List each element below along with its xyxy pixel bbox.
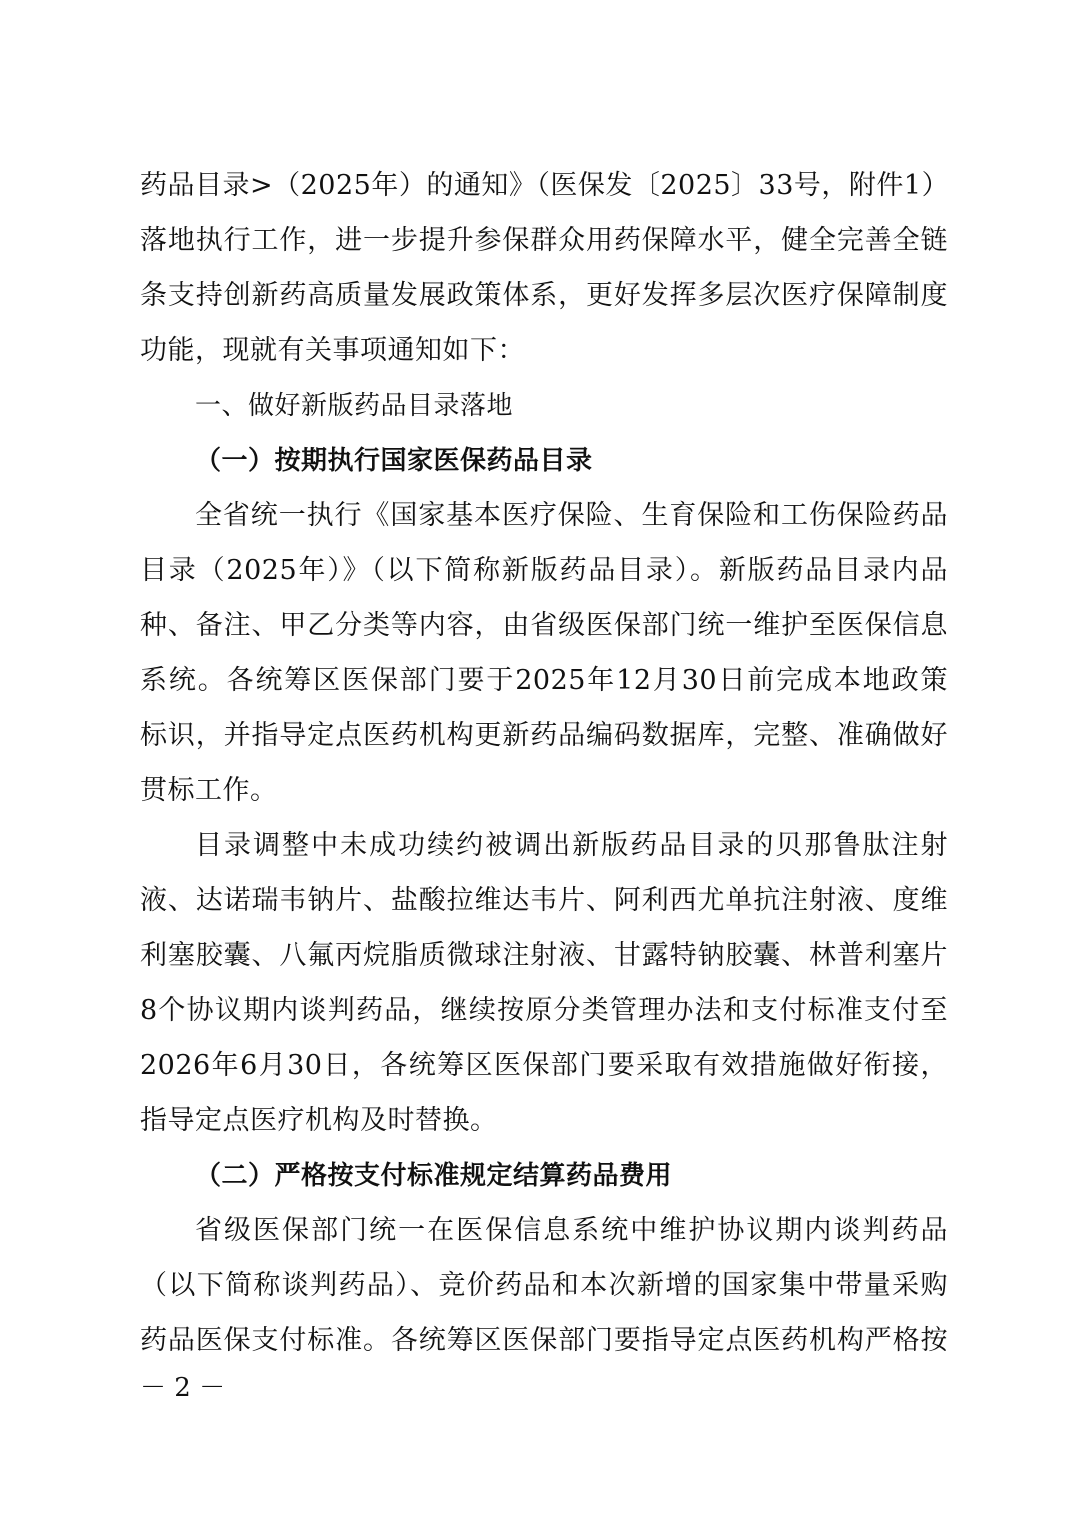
paragraph-2-line-4: 8个协议期内谈判药品，继续按原分类管理办法和支付标准支付至 (140, 995, 948, 1026)
paragraph-1-line-3: 种、备注、甲乙分类等内容，由省级医保部门统一维护至医保信息 (140, 610, 948, 641)
paragraph-2-line-6: 指导定点医疗机构及时替换。 (140, 1105, 498, 1136)
paragraph-2-line-5: 2026年6月30日，各统筹区医保部门要采取有效措施做好衔接， (140, 1050, 948, 1081)
subsection-heading-1: （一）按期执行国家医保药品目录 (195, 446, 593, 476)
paragraph-1-line-6: 贯标工作。 (140, 775, 278, 806)
paragraph-3-line-3: 药品医保支付标准。各统筹区医保部门要指导定点医药机构严格按 (140, 1325, 948, 1356)
subsection-heading-2: （二）严格按支付标准规定结算药品费用 (195, 1161, 673, 1191)
paragraph-2-line-1: 目录调整中未成功续约被调出新版药品目录的贝那鲁肽注射 (195, 830, 948, 861)
page-number: － 2 － (140, 1373, 226, 1403)
section-heading-1: 一、做好新版药品目录落地 (195, 391, 514, 421)
paragraph-0-line-2: 落地执行工作，进一步提升参保群众用药保障水平，健全完善全链 (140, 225, 948, 256)
paragraph-3-line-2: （以下简称谈判药品）、竞价药品和本次新增的国家集中带量采购 (140, 1270, 948, 1301)
paragraph-1-line-1: 全省统一执行《国家基本医疗保险、生育保险和工伤保险药品 (195, 500, 948, 531)
paragraph-0-line-3: 条支持创新药高质量发展政策体系，更好发挥多层次医疗保障制度 (140, 280, 948, 311)
paragraph-1-line-5: 标识，并指导定点医药机构更新药品编码数据库，完整、准确做好 (140, 720, 948, 751)
paragraph-1-line-2: 目录（2025年）》（以下简称新版药品目录）。新版药品目录内品 (140, 555, 948, 586)
paragraph-2-line-3: 利塞胶囊、八氟丙烷脂质微球注射液、甘露特钠胶囊、林普利塞片 (140, 940, 948, 971)
paragraph-0-line-4: 功能，现就有关事项通知如下： (140, 335, 525, 366)
paragraph-1-line-4: 系统。各统筹区医保部门要于2025年12月30日前完成本地政策 (140, 665, 948, 696)
paragraph-3-line-1: 省级医保部门统一在医保信息系统中维护协议期内谈判药品 (195, 1215, 948, 1246)
paragraph-2-line-2: 液、达诺瑞韦钠片、盐酸拉维达韦片、阿利西尤单抗注射液、度维 (140, 885, 948, 916)
paragraph-0-line-1: 药品目录>（2025年）的通知》（医保发〔2025〕33号，附件1） (140, 170, 950, 201)
